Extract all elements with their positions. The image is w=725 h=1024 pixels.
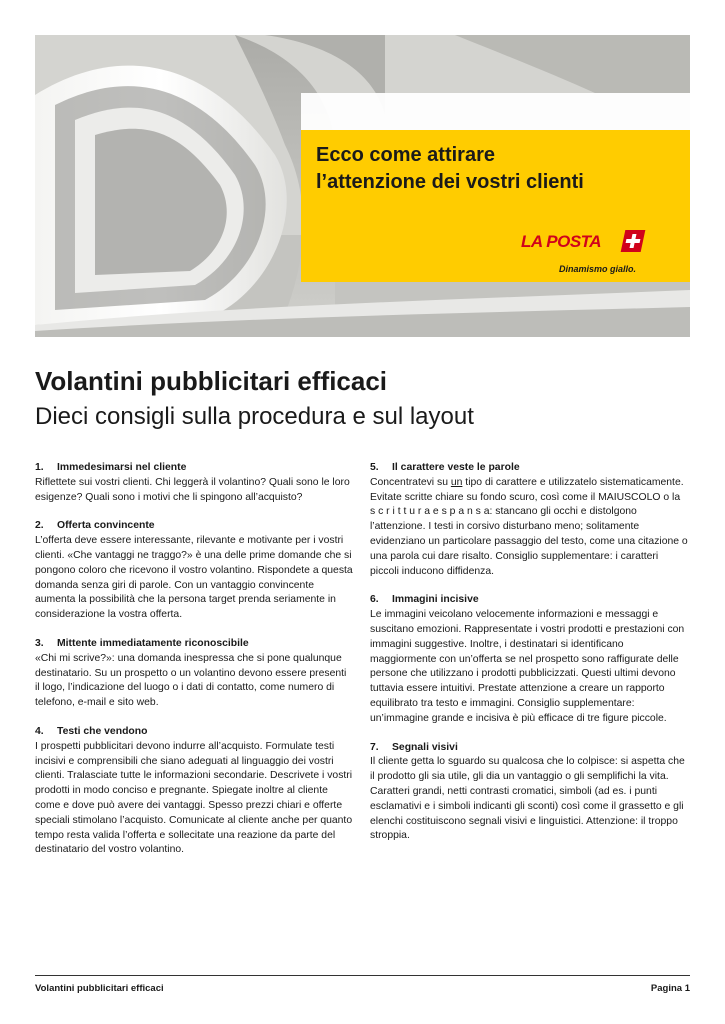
logo-text: LA POSTA [521, 232, 602, 251]
tip-section [35, 637, 353, 711]
page-number: Pagina 1 [650, 983, 690, 994]
tip-body: L’offerta deve essere interessante, rilevante e motivante per i vostri clienti. «Che vantaggi ne traggo?» è una delle prime domande che si pongono coloro che ricevono il vostro volantino. Rispondete a questa domanda senza giri di parole. Con un vantaggio convincente aumenta la possibilità che la persona target prenda seriamente in considerazione la vostra offerta. [35, 535, 353, 621]
tip-title: Testi che vendono [57, 725, 148, 737]
tip-body: Il cliente getta lo sguardo su qualcosa che lo colpisce: si aspetta che il prodotto gli sia utile, gli dia un vantaggio o gli semplifichi la vita. Caratteri grandi, netti contrasti cromatici, simboli (ad es. i punti esclamativi e i simboli indicanti gli sconti) così come il grassetto e gli elenchi costituiscono segnali visivi e linguistici. Attenzione: il troppo stroppia. [370, 756, 685, 842]
tip-section [370, 461, 688, 579]
tip-body: Le immagini veicolano velocemente informazioni e messaggi e suscitano emozioni. Rappresentate i vostri prodotti e prestazioni con immagini suggestive. Inoltre, i destinatari si identificano maggiormente con un’offerta se nel prospetto sono raffigurate delle persone che utilizzano i prodotti pubblicizzati. Questi ultimi devono tuttavia essere intuitivi. Prestate attenzione a creare un rapporto equilibrato tra testo e immagini. Consiglio supplementare: un’immagine grande e incisiva è più efficace di tre figure piccole. [370, 609, 685, 724]
tip-body: Riflettete sui vostri clienti. Chi leggerà il volantino? Quali sono le loro esigenze? Quali sono i motivi che li spingono all’acquisto? [35, 476, 350, 503]
tip-heading [35, 519, 353, 534]
tip-number: 6. [370, 594, 379, 606]
hero-headline [316, 142, 676, 196]
tip-body-part: tipo di carattere e utilizzatelo sistematicamente. Evitate scritte chiare su fondo scuro, così come il MAIUSCOLO o la s c r i t t u r a e s p a n s a: stancano gli occhi e distolgono l’attenzione. I testi in corsivo disturbano meno; solitamente evidenziano un particolare passaggio del testo, come una citazione o una parola cui dare risalto. Consiglio supplementare: i caratteri piccoli inducono diffidenza. [370, 476, 688, 577]
tip-number: 2. [35, 520, 44, 532]
hero-headline-line1: Ecco come attirare [316, 144, 495, 166]
tip-number: 3. [35, 637, 44, 649]
tip-title: Immagini incisive [392, 594, 479, 606]
tip-number: 7. [370, 741, 379, 753]
hero-headline-box [301, 130, 690, 282]
tip-title: Immedesimarsi nel cliente [57, 462, 187, 473]
tagline: Dinamismo giallo. [559, 264, 637, 274]
tip-body-part: Concentratevi su [370, 476, 451, 488]
tip-heading [35, 637, 353, 652]
tip-heading [370, 461, 688, 476]
left-column [35, 461, 353, 872]
footer-divider [35, 975, 690, 976]
tip-number: 4. [35, 725, 44, 737]
tip-body-underlined: un [450, 476, 463, 488]
tip-title: Segnali visivi [392, 741, 458, 753]
hero-white-bar [301, 93, 690, 130]
tip-title: Offerta convincente [57, 520, 155, 532]
tip-heading [35, 725, 353, 740]
tip-body [370, 476, 688, 580]
tip-body: «Chi mi scrive?»: una domanda inespressa che si pone qualunque destinatario. Su un prospetto o un volantino devono essere presenti il logo, l’indicazione del luogo o i dati di contatto, come numero di telefono, e-mail e sito web. [35, 652, 347, 709]
footer-title: Volantini pubblicitari efficaci [35, 983, 164, 994]
tip-body: I prospetti pubblicitari devono indurre all’acquisto. Formulate testi incisivi e comprensibili che siano adeguati al linguaggio dei vostri clienti. Tralasciate tutte le informazioni secondarie. Descrivete i vostri prodotti in modo conciso e pregnante. Spiegate inoltre al cliente come e dove può avere dei vantaggi. Spesso prezzi chiari e offerte speciali stimolano l’acquisto. Comunicate al cliente anche per quanto tempo resta valida l’offerta e sollecitate una reazione da parte del destinatario del vostro volantino. [35, 740, 353, 856]
tip-number: 1. [35, 462, 44, 473]
hero-headline-line2: l’attenzione dei vostri clienti [316, 171, 584, 193]
tip-heading [370, 593, 688, 608]
tip-heading [370, 741, 688, 756]
tip-number: 5. [370, 462, 379, 473]
tip-section [370, 741, 688, 845]
right-column [370, 461, 688, 858]
tip-section [35, 461, 353, 505]
hero-banner [35, 35, 690, 337]
page-subtitle: Dieci consigli sulla procedura e sul layout [35, 403, 474, 430]
tip-title: Mittente immediatamente riconoscibile [57, 637, 249, 649]
la-posta-logo [521, 230, 641, 256]
swiss-cross-icon [621, 230, 646, 252]
tip-heading [35, 461, 353, 476]
page-title: Volantini pubblicitari efficaci [35, 366, 388, 396]
tip-section [35, 519, 353, 623]
tip-section [35, 725, 353, 858]
tip-title: Il carattere veste le parole [392, 462, 520, 473]
tip-section [370, 593, 688, 726]
